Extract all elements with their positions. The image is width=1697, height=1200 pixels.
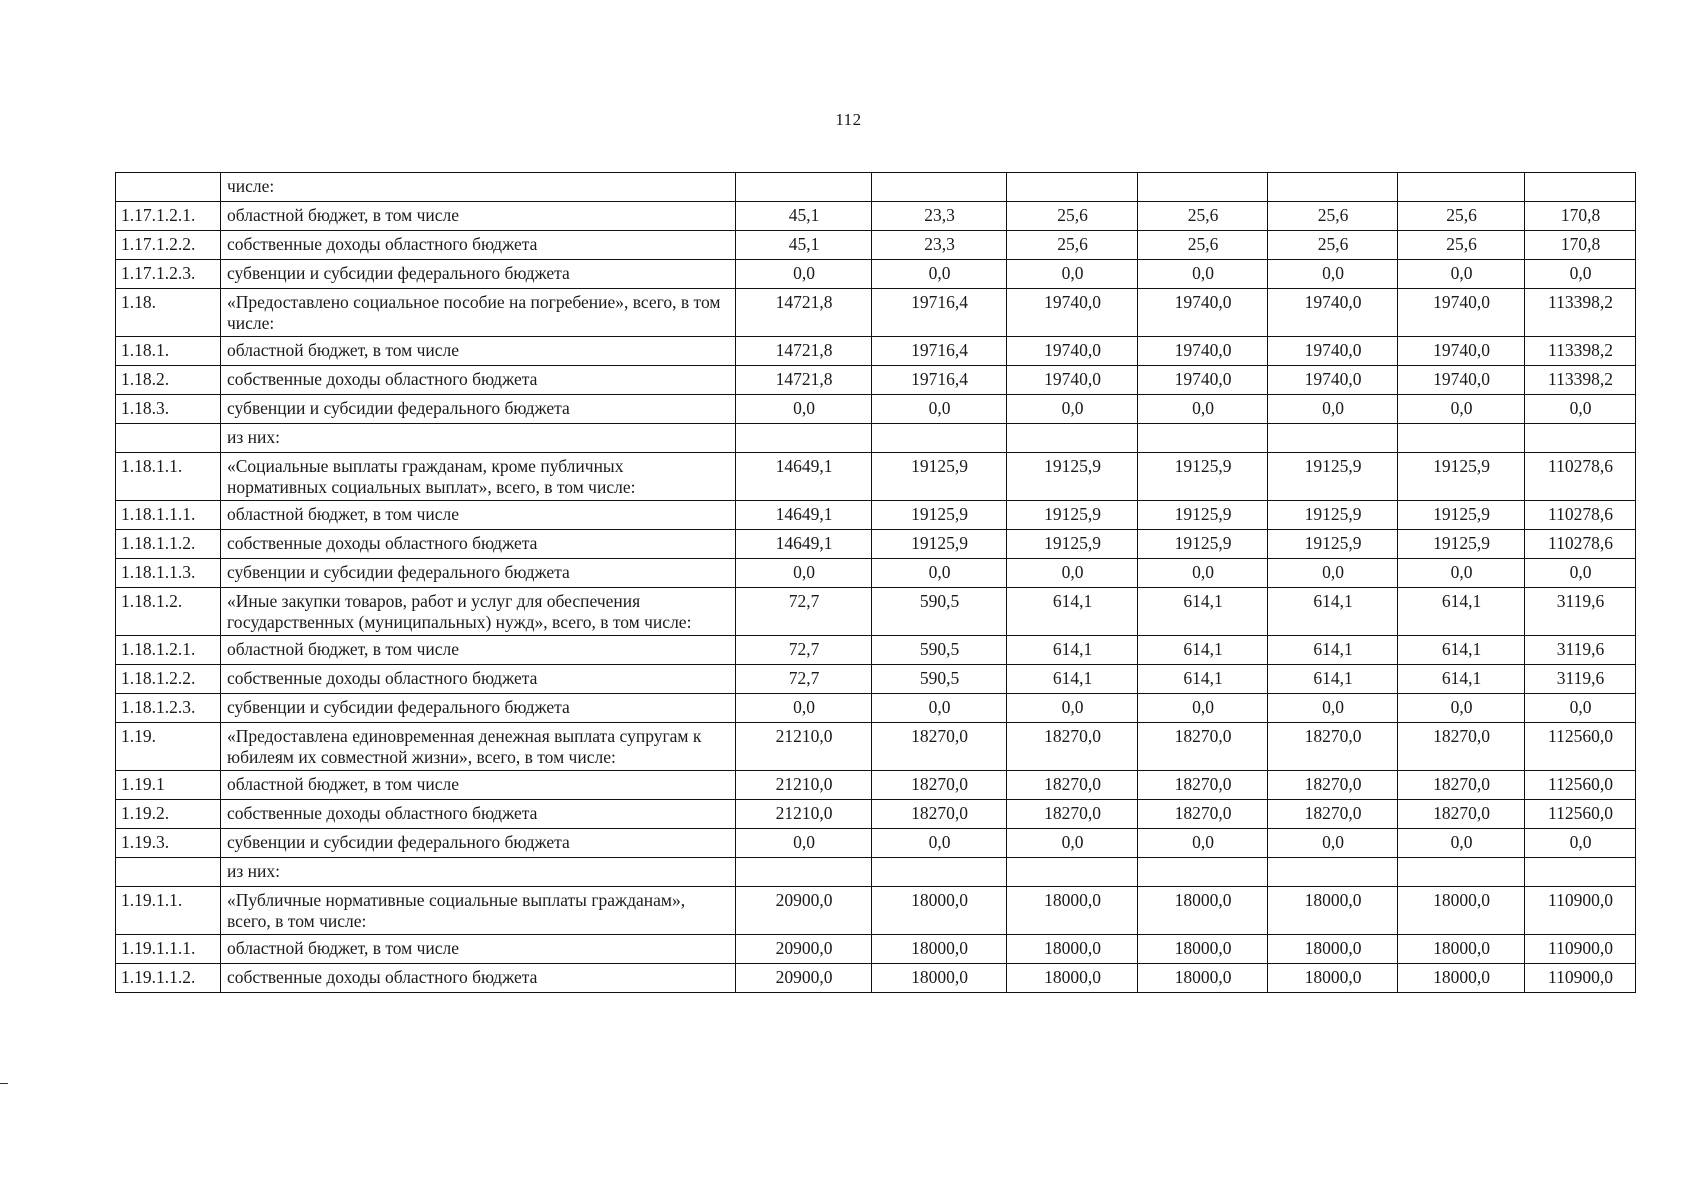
- row-description: собственные доходы областного бюджета: [221, 665, 736, 694]
- row-value: 0,0: [1268, 559, 1398, 588]
- budget-table: [115, 172, 1636, 993]
- row-value: 45,1: [736, 202, 872, 231]
- row-value: 614,1: [1268, 665, 1398, 694]
- row-value: [736, 858, 872, 887]
- row-value: 590,5: [872, 665, 1007, 694]
- row-code: 1.19.: [116, 723, 221, 771]
- row-value: [1268, 858, 1398, 887]
- row-code: 1.17.1.2.3.: [116, 260, 221, 289]
- row-value: 614,1: [1007, 665, 1138, 694]
- row-value: 18270,0: [1398, 771, 1525, 800]
- row-code: 1.17.1.2.2.: [116, 231, 221, 260]
- row-total-value: 113398,2: [1525, 289, 1636, 337]
- row-value: 19740,0: [1268, 289, 1398, 337]
- row-description: из них:: [221, 424, 736, 453]
- row-value: 18000,0: [872, 964, 1007, 993]
- row-code: 1.18.2.: [116, 366, 221, 395]
- row-value: 0,0: [736, 559, 872, 588]
- row-description: областной бюджет, в том числе: [221, 202, 736, 231]
- row-value: 0,0: [1007, 395, 1138, 424]
- row-value: 18270,0: [1138, 771, 1268, 800]
- row-value: 0,0: [872, 260, 1007, 289]
- row-value: [872, 173, 1007, 202]
- row-value: 14649,1: [736, 530, 872, 559]
- row-code: 1.19.3.: [116, 829, 221, 858]
- row-total-value: 112560,0: [1525, 723, 1636, 771]
- row-total-value: 3119,6: [1525, 588, 1636, 636]
- row-value: [1138, 424, 1268, 453]
- row-value: 614,1: [1268, 588, 1398, 636]
- row-code: 1.18.1.2.2.: [116, 665, 221, 694]
- row-description: областной бюджет, в том числе: [221, 935, 736, 964]
- row-total-value: 113398,2: [1525, 337, 1636, 366]
- row-value: 19125,9: [1268, 530, 1398, 559]
- row-total-value: 110900,0: [1525, 964, 1636, 993]
- row-value: 18270,0: [1007, 723, 1138, 771]
- row-value: 14721,8: [736, 366, 872, 395]
- row-value: 614,1: [1268, 636, 1398, 665]
- row-value: 19740,0: [1268, 337, 1398, 366]
- row-description: субвенции и субсидии федерального бюджета: [221, 260, 736, 289]
- table-row: [116, 395, 1636, 424]
- row-value: 72,7: [736, 665, 872, 694]
- row-description: «Социальные выплаты гражданам, кроме публичных нормативных социальных выплат», всего, в том числе:: [221, 453, 736, 501]
- budget-table-body: [116, 173, 1636, 993]
- row-value: 45,1: [736, 231, 872, 260]
- row-value: [1268, 424, 1398, 453]
- row-description: собственные доходы областного бюджета: [221, 366, 736, 395]
- row-total-value: 0,0: [1525, 559, 1636, 588]
- row-value: [1138, 858, 1268, 887]
- row-value: [1007, 424, 1138, 453]
- row-value: 19125,9: [872, 530, 1007, 559]
- row-value: [1268, 173, 1398, 202]
- row-value: 0,0: [872, 395, 1007, 424]
- row-value: 0,0: [872, 694, 1007, 723]
- row-code: 1.18.1.1.: [116, 453, 221, 501]
- row-value: 590,5: [872, 588, 1007, 636]
- row-value: 19125,9: [1138, 530, 1268, 559]
- row-code: 1.18.1.1.3.: [116, 559, 221, 588]
- table-row: [116, 260, 1636, 289]
- row-value: 23,3: [872, 202, 1007, 231]
- row-value: 19740,0: [1138, 289, 1268, 337]
- row-value: 18270,0: [872, 771, 1007, 800]
- row-value: 18000,0: [1268, 964, 1398, 993]
- row-value: 19740,0: [1007, 289, 1138, 337]
- row-total-value: 170,8: [1525, 231, 1636, 260]
- row-value: 0,0: [1138, 559, 1268, 588]
- table-row: [116, 935, 1636, 964]
- row-value: 18000,0: [1138, 935, 1268, 964]
- row-value: 590,5: [872, 636, 1007, 665]
- row-value: [1007, 173, 1138, 202]
- row-value: 18270,0: [1398, 800, 1525, 829]
- row-value: 0,0: [872, 559, 1007, 588]
- row-value: 19125,9: [1268, 501, 1398, 530]
- row-value: 14649,1: [736, 501, 872, 530]
- row-value: 19716,4: [872, 337, 1007, 366]
- row-value: 23,3: [872, 231, 1007, 260]
- row-code: 1.19.1.1.2.: [116, 964, 221, 993]
- row-value: 18000,0: [1138, 887, 1268, 935]
- row-value: 18000,0: [1268, 887, 1398, 935]
- row-value: 0,0: [1268, 395, 1398, 424]
- row-value: 0,0: [736, 694, 872, 723]
- row-code: 1.17.1.2.1.: [116, 202, 221, 231]
- row-value: 19125,9: [1398, 501, 1525, 530]
- row-value: 614,1: [1138, 665, 1268, 694]
- row-value: 18270,0: [872, 723, 1007, 771]
- row-value: 18270,0: [1268, 800, 1398, 829]
- row-value: 18000,0: [1007, 964, 1138, 993]
- row-total-value: 0,0: [1525, 260, 1636, 289]
- row-value: 0,0: [1398, 829, 1525, 858]
- table-row: [116, 231, 1636, 260]
- row-total-value: 3119,6: [1525, 636, 1636, 665]
- row-code: 1.18.1.2.3.: [116, 694, 221, 723]
- row-total-value: 112560,0: [1525, 800, 1636, 829]
- row-value: 19740,0: [1398, 366, 1525, 395]
- row-value: 18000,0: [1007, 935, 1138, 964]
- row-total-value: 3119,6: [1525, 665, 1636, 694]
- row-description: собственные доходы областного бюджета: [221, 231, 736, 260]
- row-value: 0,0: [1398, 694, 1525, 723]
- row-value: [872, 424, 1007, 453]
- row-value: 614,1: [1007, 588, 1138, 636]
- row-total-value: 110900,0: [1525, 887, 1636, 935]
- row-value: 19125,9: [1268, 453, 1398, 501]
- row-value: 18000,0: [1398, 935, 1525, 964]
- row-code: [116, 173, 221, 202]
- row-value: 14721,8: [736, 337, 872, 366]
- row-total-value: 112560,0: [1525, 771, 1636, 800]
- row-value: 614,1: [1007, 636, 1138, 665]
- row-value: 20900,0: [736, 964, 872, 993]
- table-row: [116, 887, 1636, 935]
- row-value: 0,0: [872, 829, 1007, 858]
- table-row: [116, 829, 1636, 858]
- row-value: [1138, 173, 1268, 202]
- table-row: [116, 723, 1636, 771]
- row-value: 614,1: [1398, 636, 1525, 665]
- row-value: 19125,9: [1007, 501, 1138, 530]
- row-value: 25,6: [1007, 202, 1138, 231]
- row-value: 19125,9: [1398, 453, 1525, 501]
- row-value: 72,7: [736, 588, 872, 636]
- table-row: [116, 964, 1636, 993]
- row-value: 614,1: [1138, 636, 1268, 665]
- row-description: «Предоставлено социальное пособие на погребение», всего, в том числе:: [221, 289, 736, 337]
- row-description: собственные доходы областного бюджета: [221, 964, 736, 993]
- row-value: 18270,0: [1007, 771, 1138, 800]
- row-value: 19125,9: [872, 453, 1007, 501]
- row-description: субвенции и субсидии федерального бюджета: [221, 559, 736, 588]
- row-total-value: 110900,0: [1525, 935, 1636, 964]
- row-value: 0,0: [736, 260, 872, 289]
- row-value: [1398, 858, 1525, 887]
- row-value: 14649,1: [736, 453, 872, 501]
- row-value: [872, 858, 1007, 887]
- row-description: областной бюджет, в том числе: [221, 501, 736, 530]
- row-value: 20900,0: [736, 887, 872, 935]
- row-code: 1.19.2.: [116, 800, 221, 829]
- row-value: [1007, 858, 1138, 887]
- row-value: 0,0: [1138, 694, 1268, 723]
- table-row: [116, 636, 1636, 665]
- row-value: 0,0: [1268, 260, 1398, 289]
- table-row: [116, 289, 1636, 337]
- row-value: 614,1: [1398, 588, 1525, 636]
- row-value: 0,0: [1138, 395, 1268, 424]
- row-code: 1.19.1: [116, 771, 221, 800]
- row-description: «Предоставлена единовременная денежная выплата супругам к юбилеям их совместной жизни», всего, в том числе:: [221, 723, 736, 771]
- row-value: 18270,0: [1268, 771, 1398, 800]
- row-value: 25,6: [1138, 231, 1268, 260]
- row-value: 21210,0: [736, 800, 872, 829]
- row-value: 0,0: [1007, 559, 1138, 588]
- row-value: 0,0: [1007, 694, 1138, 723]
- row-value: 21210,0: [736, 771, 872, 800]
- row-value: 0,0: [1398, 260, 1525, 289]
- row-value: 19740,0: [1398, 289, 1525, 337]
- row-value: 25,6: [1268, 231, 1398, 260]
- row-value: 14721,8: [736, 289, 872, 337]
- page-number: 112: [835, 110, 862, 129]
- row-value: 18000,0: [872, 935, 1007, 964]
- table-row: [116, 202, 1636, 231]
- row-value: 614,1: [1398, 665, 1525, 694]
- row-description: субвенции и субсидии федерального бюджета: [221, 829, 736, 858]
- table-row: [116, 453, 1636, 501]
- row-description: областной бюджет, в том числе: [221, 636, 736, 665]
- row-description: «Иные закупки товаров, работ и услуг для обеспечения государственных (муниципальных) нужд», всего, в том числе:: [221, 588, 736, 636]
- row-value: 19716,4: [872, 366, 1007, 395]
- row-value: 19125,9: [1138, 501, 1268, 530]
- row-value: 19716,4: [872, 289, 1007, 337]
- row-code: 1.18.1.2.: [116, 588, 221, 636]
- row-value: 18270,0: [1138, 800, 1268, 829]
- row-total-value: 0,0: [1525, 395, 1636, 424]
- row-description: «Публичные нормативные социальные выплаты гражданам», всего, в том числе:: [221, 887, 736, 935]
- table-row: [116, 424, 1636, 453]
- row-description: из них:: [221, 858, 736, 887]
- table-row: [116, 694, 1636, 723]
- table-row: [116, 501, 1636, 530]
- row-value: 0,0: [1138, 260, 1268, 289]
- table-row: [116, 337, 1636, 366]
- row-code: [116, 424, 221, 453]
- table-row: [116, 559, 1636, 588]
- row-value: 0,0: [1007, 829, 1138, 858]
- row-value: 19125,9: [1007, 453, 1138, 501]
- row-value: [736, 424, 872, 453]
- row-value: 18000,0: [1398, 887, 1525, 935]
- row-value: 19125,9: [1138, 453, 1268, 501]
- row-code: 1.19.1.1.: [116, 887, 221, 935]
- row-code: 1.19.1.1.1.: [116, 935, 221, 964]
- row-value: 0,0: [1007, 260, 1138, 289]
- row-total-value: 0,0: [1525, 694, 1636, 723]
- row-value: 25,6: [1398, 231, 1525, 260]
- row-value: 18000,0: [1268, 935, 1398, 964]
- row-value: 19740,0: [1138, 337, 1268, 366]
- margin-mark: [0, 1083, 8, 1084]
- row-value: 18270,0: [1268, 723, 1398, 771]
- row-description: областной бюджет, в том числе: [221, 771, 736, 800]
- row-value: 19125,9: [872, 501, 1007, 530]
- row-value: 0,0: [1398, 395, 1525, 424]
- row-total-value: 0,0: [1525, 829, 1636, 858]
- row-code: 1.18.3.: [116, 395, 221, 424]
- row-value: [736, 173, 872, 202]
- row-description: собственные доходы областного бюджета: [221, 530, 736, 559]
- row-value: 25,6: [1268, 202, 1398, 231]
- row-value: 0,0: [736, 829, 872, 858]
- row-code: [116, 858, 221, 887]
- row-value: 19740,0: [1398, 337, 1525, 366]
- row-code: 1.18.: [116, 289, 221, 337]
- row-value: 18270,0: [1007, 800, 1138, 829]
- row-description: собственные доходы областного бюджета: [221, 800, 736, 829]
- row-value: 0,0: [736, 395, 872, 424]
- row-value: 19740,0: [1007, 337, 1138, 366]
- row-value: 25,6: [1007, 231, 1138, 260]
- row-total-value: 110278,6: [1525, 501, 1636, 530]
- row-value: 72,7: [736, 636, 872, 665]
- row-description: областной бюджет, в том числе: [221, 337, 736, 366]
- row-value: 18000,0: [872, 887, 1007, 935]
- row-value: 18270,0: [1138, 723, 1268, 771]
- row-total-value: 110278,6: [1525, 530, 1636, 559]
- row-description: числе:: [221, 173, 736, 202]
- row-total-value: [1525, 858, 1636, 887]
- row-code: 1.18.1.: [116, 337, 221, 366]
- row-value: 19125,9: [1398, 530, 1525, 559]
- table-row: [116, 173, 1636, 202]
- row-value: 21210,0: [736, 723, 872, 771]
- row-code: 1.18.1.1.1.: [116, 501, 221, 530]
- table-row: [116, 665, 1636, 694]
- row-value: 19740,0: [1138, 366, 1268, 395]
- row-total-value: 170,8: [1525, 202, 1636, 231]
- row-total-value: 110278,6: [1525, 453, 1636, 501]
- table-row: [116, 530, 1636, 559]
- row-value: 0,0: [1138, 829, 1268, 858]
- table-row: [116, 858, 1636, 887]
- row-code: 1.18.1.1.2.: [116, 530, 221, 559]
- row-value: 19740,0: [1007, 366, 1138, 395]
- row-description: субвенции и субсидии федерального бюджета: [221, 694, 736, 723]
- table-row: [116, 366, 1636, 395]
- row-value: 25,6: [1398, 202, 1525, 231]
- table-row: [116, 800, 1636, 829]
- row-value: 18270,0: [1398, 723, 1525, 771]
- row-value: 18270,0: [872, 800, 1007, 829]
- row-value: 25,6: [1138, 202, 1268, 231]
- row-total-value: [1525, 424, 1636, 453]
- row-value: 614,1: [1138, 588, 1268, 636]
- row-value: [1398, 424, 1525, 453]
- row-value: 18000,0: [1007, 887, 1138, 935]
- row-code: 1.18.1.2.1.: [116, 636, 221, 665]
- row-value: 0,0: [1268, 694, 1398, 723]
- row-total-value: [1525, 173, 1636, 202]
- row-total-value: 113398,2: [1525, 366, 1636, 395]
- row-value: 18000,0: [1138, 964, 1268, 993]
- row-value: 0,0: [1268, 829, 1398, 858]
- table-row: [116, 588, 1636, 636]
- row-value: 20900,0: [736, 935, 872, 964]
- row-value: [1398, 173, 1525, 202]
- row-value: 19740,0: [1268, 366, 1398, 395]
- row-value: 19125,9: [1007, 530, 1138, 559]
- row-description: субвенции и субсидии федерального бюджета: [221, 395, 736, 424]
- row-value: 18000,0: [1398, 964, 1525, 993]
- row-value: 0,0: [1398, 559, 1525, 588]
- table-row: [116, 771, 1636, 800]
